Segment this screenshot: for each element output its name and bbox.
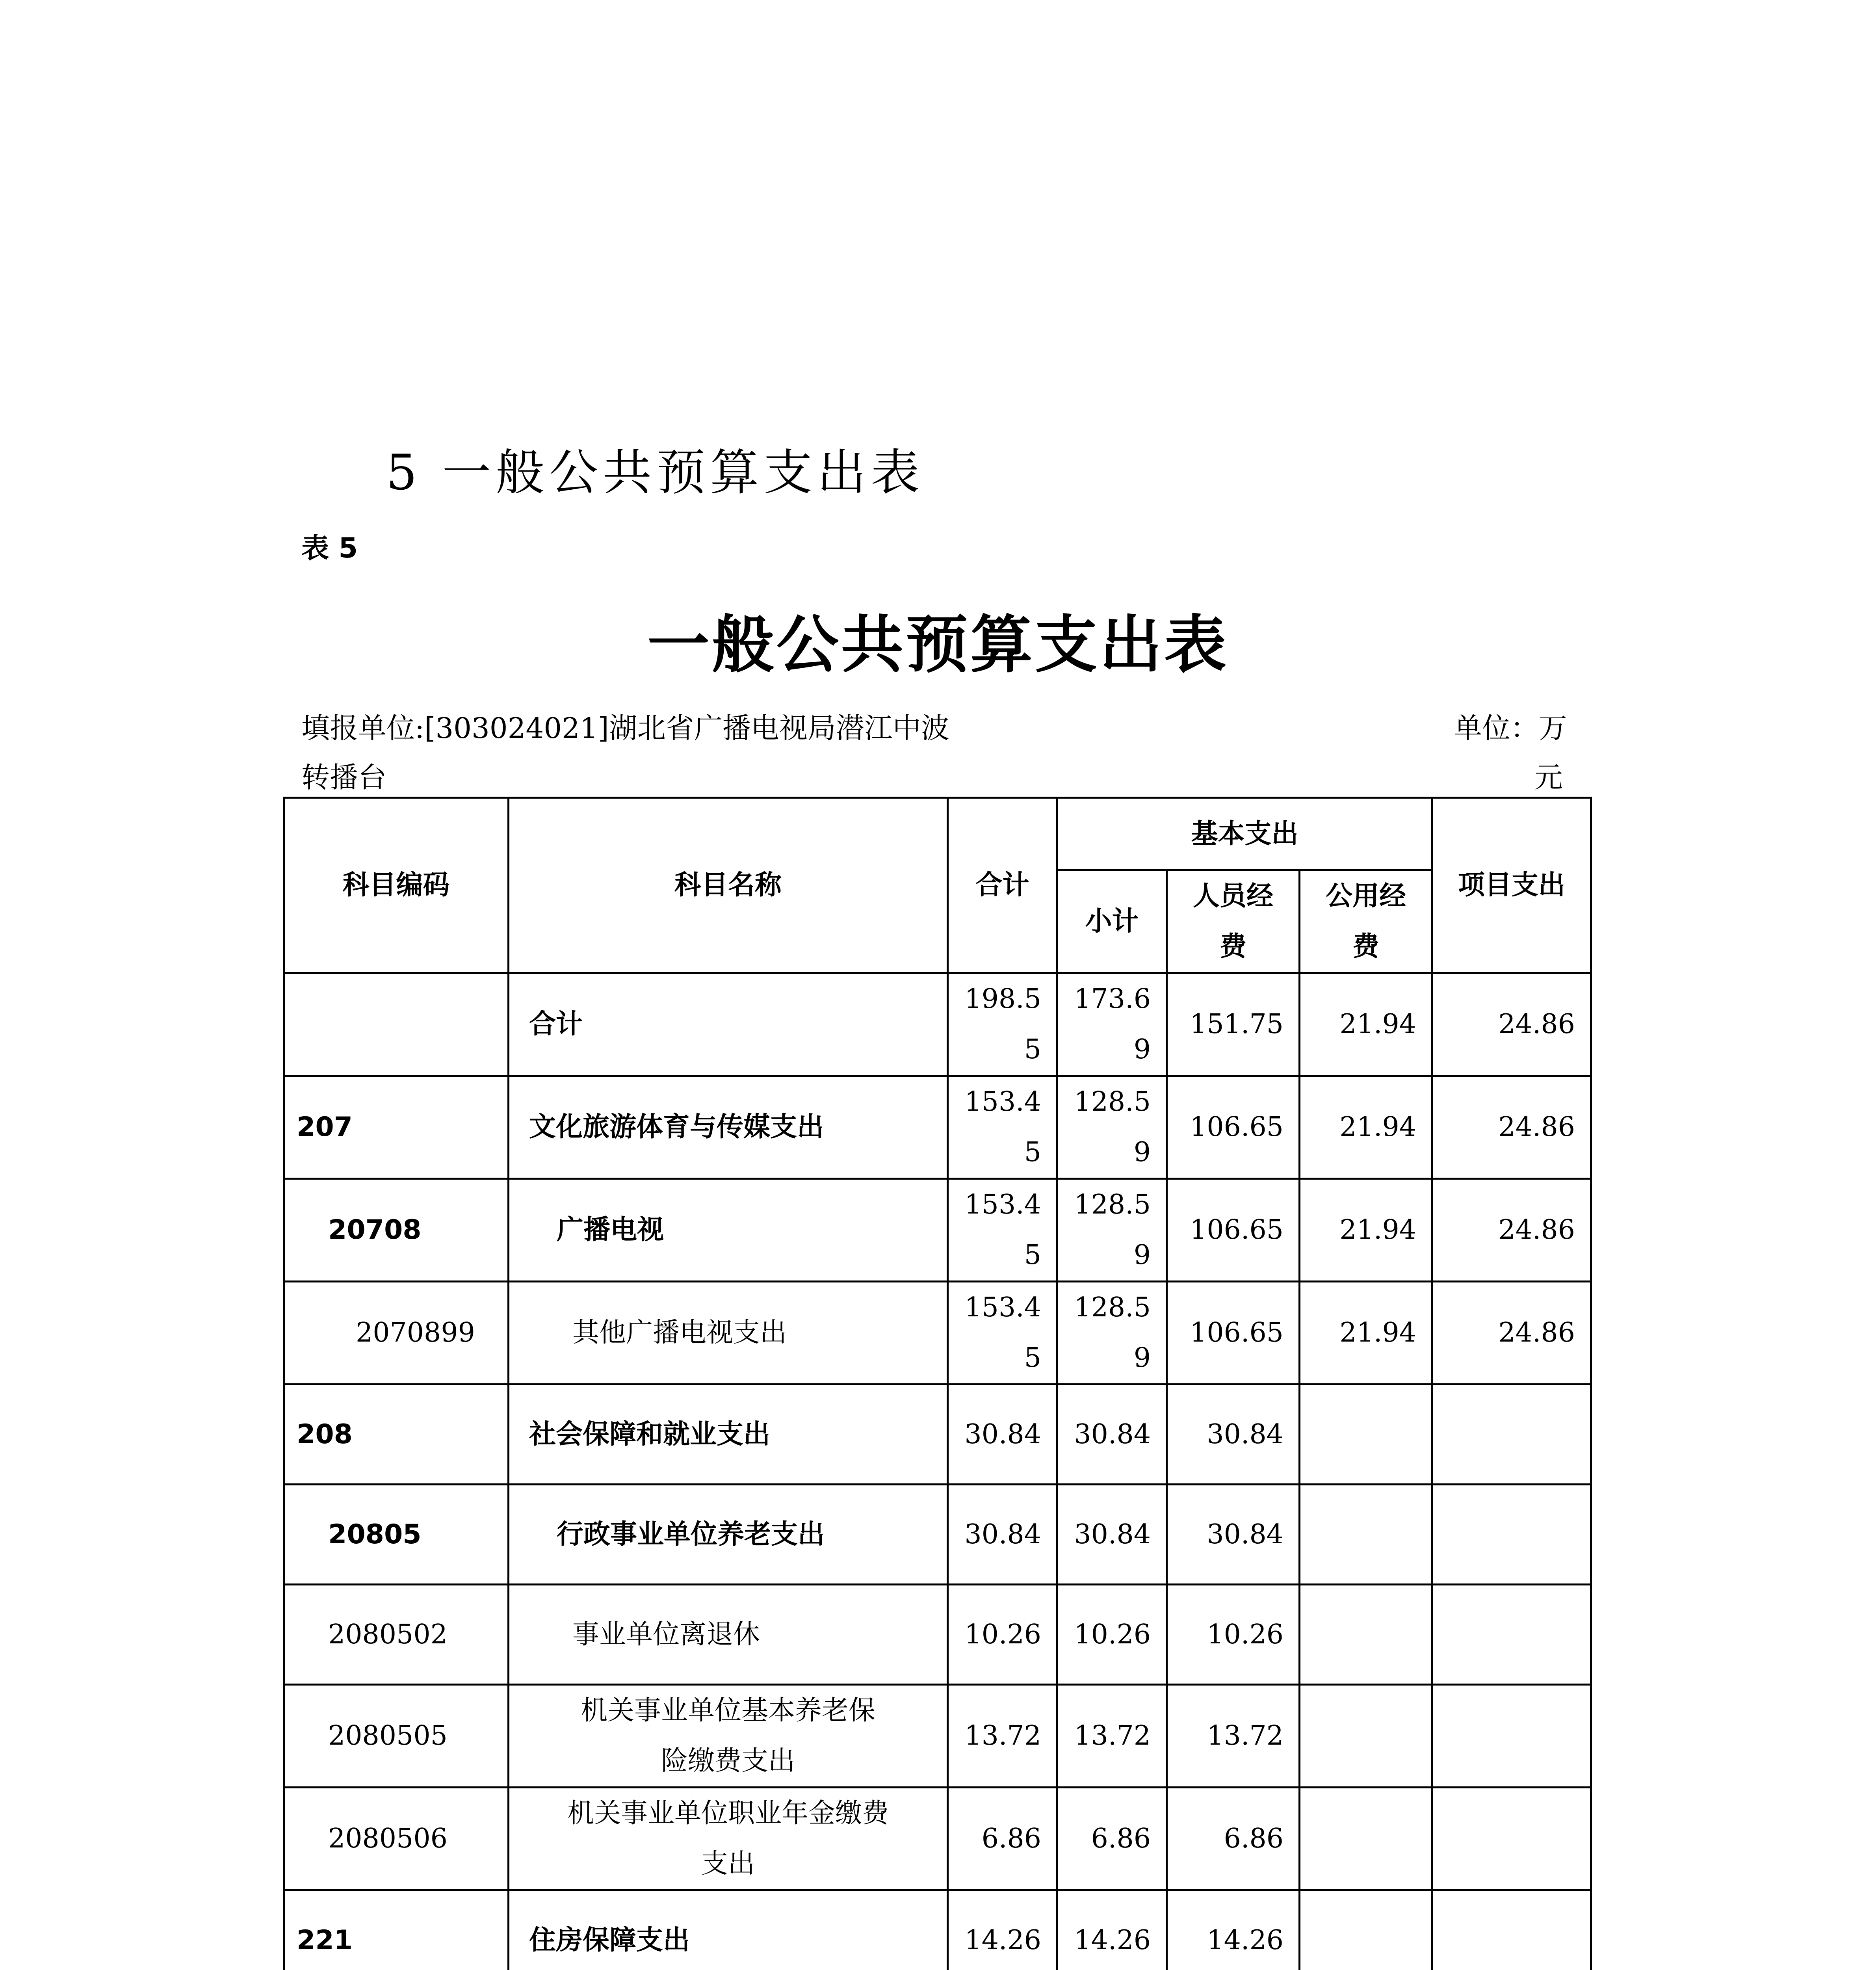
- row-project: [1432, 1788, 1591, 1890]
- row-personnel: 13.72: [1167, 1685, 1300, 1788]
- row-code: 20708: [284, 1179, 509, 1282]
- row-code: [284, 973, 509, 1076]
- row-personnel: 106.65: [1167, 1179, 1300, 1282]
- row-personnel: 30.84: [1167, 1485, 1300, 1585]
- table-title: 一般公共预算支出表: [647, 608, 1229, 681]
- table-row: [284, 1685, 1591, 1788]
- row-total: 30.84: [948, 1385, 1057, 1485]
- header-basic-expenditure: 基本支出: [1057, 798, 1432, 870]
- row-subtotal: 13.72: [1057, 1685, 1167, 1788]
- unit-label-line-1: 单位：万: [1454, 712, 1568, 745]
- row-project: 24.86: [1432, 1282, 1591, 1385]
- row-personnel: 106.65: [1167, 1282, 1300, 1385]
- row-project: 24.86: [1432, 1076, 1591, 1179]
- table-row: [284, 1076, 1591, 1179]
- row-subtotal: 128.5 9: [1057, 1076, 1167, 1179]
- row-subtotal: 6.86: [1057, 1788, 1167, 1890]
- budget-expenditure-table: [283, 797, 1592, 1970]
- row-project: [1432, 1890, 1591, 1970]
- header-code: 科目编码: [284, 798, 509, 973]
- filler-unit-line-1: 填报单位:[303024021]湖北省广播电视局潜江中波: [301, 712, 949, 745]
- table-row: [284, 1788, 1591, 1890]
- row-code: 2070899: [284, 1282, 509, 1385]
- row-subtotal: 128.5 9: [1057, 1282, 1167, 1385]
- row-public: 21.94: [1300, 1076, 1432, 1179]
- row-total: 10.26: [948, 1585, 1057, 1685]
- row-public: [1300, 1585, 1432, 1685]
- row-code: 2080505: [284, 1685, 509, 1788]
- section-heading: 5 一般公共预算支出表: [386, 444, 925, 501]
- header-name: 科目名称: [509, 798, 948, 973]
- row-code: 207: [284, 1076, 509, 1179]
- row-total: 153.4 5: [948, 1282, 1057, 1385]
- table-row: [284, 1585, 1591, 1685]
- row-personnel: 14.26: [1167, 1890, 1300, 1970]
- row-public: [1300, 1890, 1432, 1970]
- table-number: 表 5: [301, 532, 358, 564]
- row-total: 153.4 5: [948, 1179, 1057, 1282]
- row-project: 24.86: [1432, 1179, 1591, 1282]
- row-subtotal: 30.84: [1057, 1385, 1167, 1485]
- row-personnel: 10.26: [1167, 1585, 1300, 1685]
- row-public: [1300, 1788, 1432, 1890]
- row-project: [1432, 1385, 1591, 1485]
- row-subtotal: 14.26: [1057, 1890, 1167, 1970]
- row-total: 153.4 5: [948, 1076, 1057, 1179]
- row-project: [1432, 1485, 1591, 1585]
- row-project: [1432, 1585, 1591, 1685]
- table-row: [284, 1179, 1591, 1282]
- row-personnel: 30.84: [1167, 1385, 1300, 1485]
- row-total: 6.86: [948, 1788, 1057, 1890]
- row-subtotal: 10.26: [1057, 1585, 1167, 1685]
- row-total: 13.72: [948, 1685, 1057, 1788]
- row-code: 221: [284, 1890, 509, 1970]
- table-row: [284, 1485, 1591, 1585]
- row-project: [1432, 1685, 1591, 1788]
- row-name: 广播电视: [509, 1179, 948, 1282]
- row-total: 198.5 5: [948, 973, 1057, 1076]
- row-public: 21.94: [1300, 973, 1432, 1076]
- row-name: 机关事业单位基本养老保 险缴费支出: [509, 1685, 948, 1788]
- row-name: 事业单位离退休: [509, 1585, 948, 1685]
- row-code: 20805: [284, 1485, 509, 1585]
- row-public: [1300, 1385, 1432, 1485]
- unit-label-line-2: 元: [1534, 761, 1563, 794]
- row-name: 机关事业单位职业年金缴费 支出: [509, 1788, 948, 1890]
- table-row: [284, 1282, 1591, 1385]
- table-row: [284, 1385, 1591, 1485]
- row-name: 文化旅游体育与传媒支出: [509, 1076, 948, 1179]
- row-public: 21.94: [1300, 1179, 1432, 1282]
- row-total: 14.26: [948, 1890, 1057, 1970]
- row-name: 其他广播电视支出: [509, 1282, 948, 1385]
- row-personnel: 106.65: [1167, 1076, 1300, 1179]
- row-public: [1300, 1685, 1432, 1788]
- row-name: 住房保障支出: [509, 1890, 948, 1970]
- table-row: [284, 973, 1591, 1076]
- row-name: 行政事业单位养老支出: [509, 1485, 948, 1585]
- filler-unit-line-2: 转播台: [301, 761, 387, 794]
- header-row-1: [284, 798, 1591, 870]
- row-code: 2080506: [284, 1788, 509, 1890]
- header-public: 公用经 费: [1300, 870, 1432, 973]
- row-code: 208: [284, 1385, 509, 1485]
- row-personnel: 151.75: [1167, 973, 1300, 1076]
- header-project-expenditure: 项目支出: [1432, 798, 1591, 973]
- row-total: 30.84: [948, 1485, 1057, 1585]
- row-public: [1300, 1485, 1432, 1585]
- header-total: 合计: [948, 798, 1057, 973]
- row-subtotal: 128.5 9: [1057, 1179, 1167, 1282]
- row-subtotal: 173.6 9: [1057, 973, 1167, 1076]
- row-project: 24.86: [1432, 973, 1591, 1076]
- row-name: 社会保障和就业支出: [509, 1385, 948, 1485]
- header-subtotal: 小计: [1057, 870, 1167, 973]
- row-personnel: 6.86: [1167, 1788, 1300, 1890]
- table-row: [284, 1890, 1591, 1970]
- row-name: 合计: [509, 973, 948, 1076]
- row-public: 21.94: [1300, 1282, 1432, 1385]
- row-subtotal: 30.84: [1057, 1485, 1167, 1585]
- row-code: 2080502: [284, 1585, 509, 1685]
- header-personnel: 人员经 费: [1167, 870, 1300, 973]
